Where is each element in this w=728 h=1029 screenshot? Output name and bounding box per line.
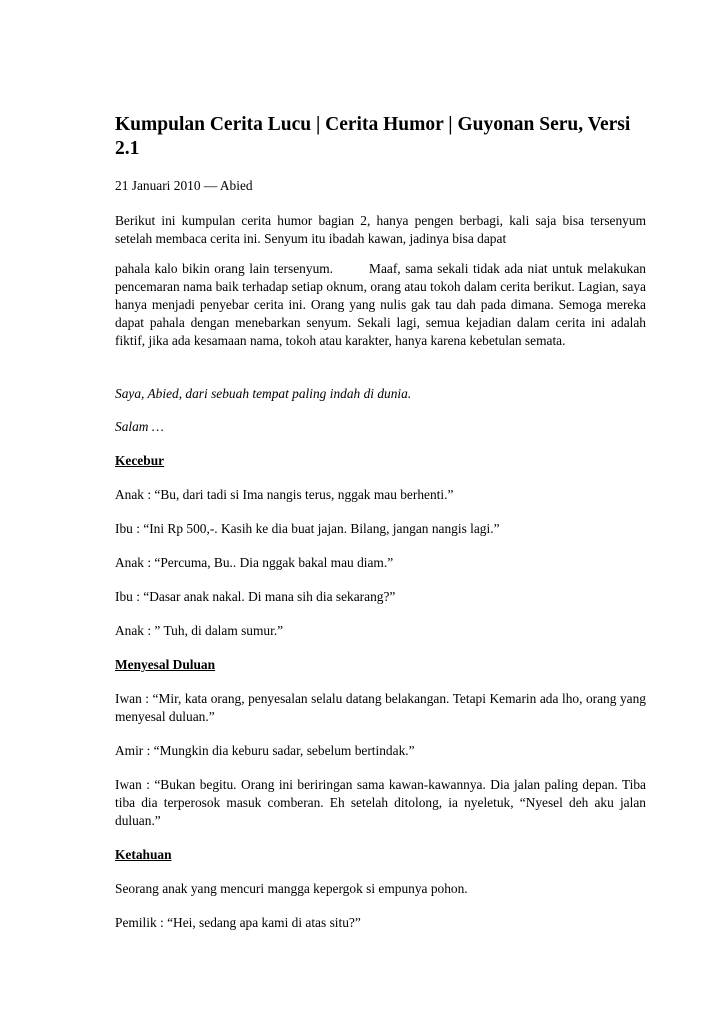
dialogue-line: Ibu : “Dasar anak nakal. Di mana sih dia sekarang?” [115,589,396,604]
dialogue-line: Amir : “Mungkin dia keburu sadar, sebelum bertindak.” [115,743,415,758]
article [115,113,646,932]
dialogue-line: Seorang anak yang mencuri mangga kepergok si empunya pohon. [115,881,468,896]
signoff-text: Saya, Abied, dari sebuah tempat paling indah di dunia. [115,386,412,401]
story-heading: Kecebur [115,453,165,468]
intro-paragraph-2 [115,260,646,350]
dialogue-line: Anak : ” Tuh, di dalam sumur.” [115,623,284,638]
story-heading: Menyesal Duluan [115,657,216,672]
dialogue-line: Pemilik : “Hei, sedang apa kami di atas situ?” [115,915,361,930]
article-title: Kumpulan Cerita Lucu | Cerita Humor | Guyonan Seru, Versi 2.1 [115,114,631,159]
article-meta: 21 Januari 2010 — Abied [115,178,253,193]
dialogue-line: Iwan : “Mir, kata orang, penyesalan selalu datang belakangan. Tetapi Kemarin ada lho, orang yang menyesal duluan.” [115,691,646,724]
salam-text: Salam … [115,419,164,434]
intro-paragraph-2-rest: Maaf, sama sekali tidak ada niat untuk melakukan pencemaran nama baik terhadap setiap oknum, orang atau tokoh dalam cerita berikut. Lagian, saya hanya menjadi penyebar cerita ini. Orang yang nulis gak tau dah pada dimana. Semoga mereka dapat pahala dengan menebarkan senyum. Sekali lagi, semua kejadian dalam cerita ini adalah fiktif, jika ada kesamaan nama, tokoh atau karakter, hanya karena kebetulan semata. [115,261,646,348]
intro-paragraph-1: Berikut ini kumpulan cerita humor bagian 2, hanya pengen berbagi, kali saja bisa tersenyum setelah membaca cerita ini. Senyum itu ibadah kawan, jadinya bisa dapat [115,213,646,246]
intro-paragraph-2-start: pahala kalo bikin orang lain tersenyum. [115,261,334,276]
dialogue-line: Ibu : “Ini Rp 500,-. Kasih ke dia buat jajan. Bilang, jangan nangis lagi.” [115,521,500,536]
dialogue-line: Anak : “Percuma, Bu.. Dia nggak bakal mau diam.” [115,555,394,570]
dialogue-line: Anak : “Bu, dari tadi si Ima nangis terus, nggak mau berhenti.” [115,487,454,502]
dialogue-line: Iwan : “Bukan begitu. Orang ini beriringan sama kawan-kawannya. Dia jalan paling depan. Tiba tiba dia terperosok masuk comberan. Eh setelah ditolong, ia nyeletuk, “Nyesel deh aku jalan duluan.” [115,777,646,828]
story-heading: Ketahuan [115,847,172,862]
